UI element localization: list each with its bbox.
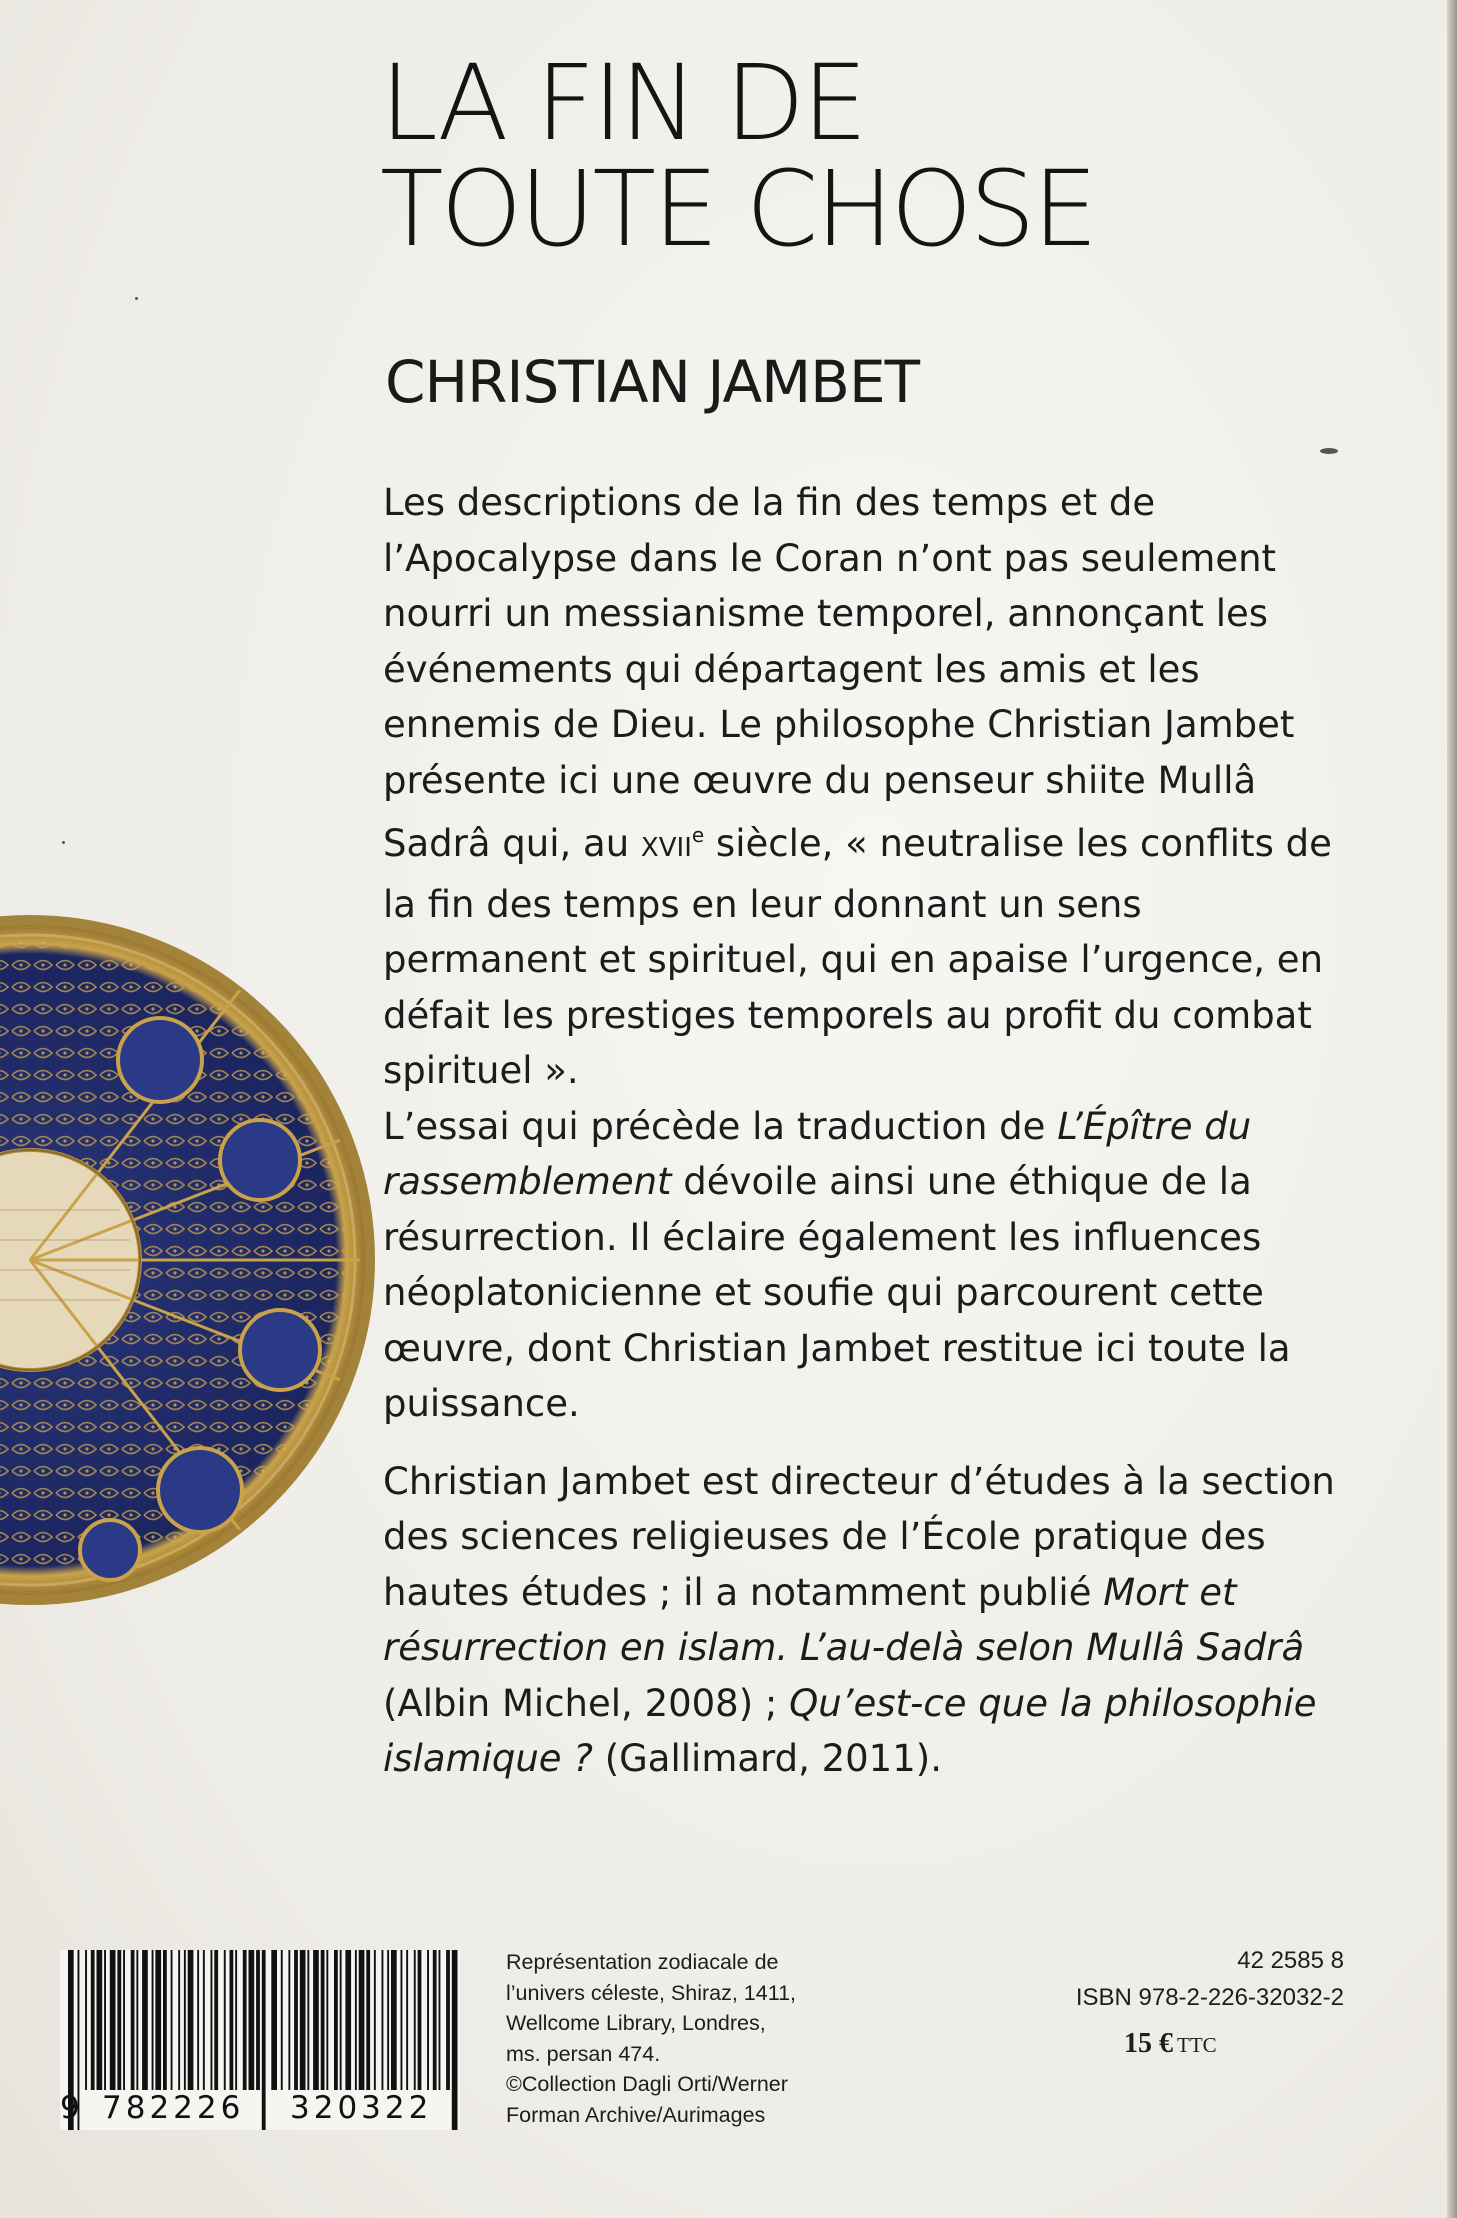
credit-line: Représentation zodiacale de	[506, 1950, 779, 1974]
barcode-bar	[155, 1950, 161, 2090]
title-line-1: LA FIN DE	[380, 42, 865, 164]
barcode-bar	[235, 1950, 237, 2090]
barcode-bar	[97, 1950, 103, 2090]
blurb-paragraph-1	[383, 475, 1343, 1099]
author-bio	[383, 1454, 1343, 1787]
barcode-bar	[123, 1950, 125, 2090]
barcode-bar	[271, 1950, 277, 2090]
barcode-bar	[391, 1950, 397, 2090]
barcode-bar	[243, 1950, 247, 2090]
bio-italic-title-1: Mort et résurrection en islam. L’au-delà selon Mullâ Sadrâ	[383, 1570, 1305, 1669]
barcode-bar	[188, 1950, 194, 2090]
barcode-bar	[294, 1950, 298, 2090]
century-numeral: XVII	[640, 833, 692, 863]
barcode-bar	[117, 1950, 121, 2090]
barcode-bar	[374, 1950, 376, 2090]
barcode-bar	[211, 1950, 213, 2090]
barcode-digits	[60, 2090, 470, 2130]
barcode-bar	[91, 1950, 95, 2090]
barcode-bar	[256, 1950, 260, 2090]
barcode-bar	[359, 1950, 365, 2090]
barcode-bar	[249, 1950, 255, 2090]
zodiac-roundel-illustration	[0, 910, 380, 1610]
credit-line: ©Collection Dagli Orti/Werner	[506, 2072, 788, 2096]
credit-line: Forman Archive/Aurimages	[506, 2102, 766, 2127]
barcode-bar	[387, 1950, 389, 2090]
barcode-bar	[104, 1950, 106, 2090]
barcode-bar	[433, 1950, 437, 2090]
barcode-bar	[446, 1950, 450, 2090]
barcode-bar	[406, 1950, 408, 2090]
barcode-bar	[163, 1950, 167, 2090]
book-title	[380, 42, 1380, 270]
barcode-bar	[214, 1950, 218, 2090]
barcode-bar	[203, 1950, 205, 2090]
barcode-bar	[288, 1950, 290, 2090]
bio-italic-title-2: Qu’est-ce que la philosophie islamique ?	[383, 1681, 1317, 1780]
paragraph-gap	[383, 1432, 1343, 1454]
credit-line: l’univers céleste, Shiraz, 1411,	[506, 1980, 796, 2005]
barcode-bar	[382, 1950, 384, 2090]
barcode-bar	[313, 1950, 319, 2090]
barcode-bar	[152, 1950, 154, 2090]
cover-edge-shadow	[1447, 0, 1457, 2218]
barcode-bar	[340, 1950, 342, 2090]
barcode-bar	[142, 1950, 148, 2090]
credit-line: Wellcome Library, Londres,	[506, 2011, 766, 2035]
paper-speck	[1320, 448, 1338, 454]
blurb-p2-text-a: L’essai qui précède la traduction de	[383, 1104, 1058, 1148]
barcode-bar	[197, 1950, 199, 2090]
barcode-bar	[136, 1950, 138, 2090]
barcode-bar	[326, 1950, 328, 2090]
barcode-bar	[171, 1950, 173, 2090]
barcode-bar	[334, 1950, 338, 2090]
credit-line: ms. persan 474.	[506, 2041, 661, 2066]
bio-text-c: (Gallimard, 2011).	[592, 1737, 942, 1780]
price-amount: 15 €	[1124, 2028, 1173, 2059]
image-credit	[506, 1947, 906, 2130]
price	[1124, 2028, 1217, 2060]
barcode-bar	[321, 1950, 325, 2090]
barcode-first-digit: 9	[60, 2090, 84, 2126]
bio-text-b: (Albin Michel, 2008) ;	[383, 1681, 790, 1725]
barcode-bar	[366, 1950, 370, 2090]
barcode-bar	[401, 1950, 403, 2090]
barcode-bar	[131, 1950, 135, 2090]
barcode-bar	[178, 1950, 180, 2090]
blurb-p1-text-b: siècle, « neutralise les conflits de la fin des temps en leur donnant un sens permanent et spirituel, qui en apaise l’urgence, en défait les prestiges temporels au profit du combat spirituel ».	[383, 822, 1332, 1092]
barcode-bar	[110, 1950, 116, 2090]
title-line-2: TOUTE CHOSE	[380, 148, 1096, 270]
barcode-bar	[427, 1950, 429, 2090]
barcode-bar	[414, 1950, 416, 2090]
barcode-bar	[85, 1950, 87, 2090]
blurb-p1-text-a: Les descriptions de la fin des temps et de l’Apocalypse dans le Coran n’ont pas seulement nourri un messianisme temporel, annonçant les événements qui départagent les amis et les ennemis de Dieu. Le philosophe Christian Jambet présente ici une œuvre du penseur shiite Mullâ Sadrâ qui, au	[383, 481, 1295, 865]
barcode-last-digits: 320322	[290, 2090, 433, 2126]
back-cover-text	[383, 475, 1343, 1787]
paper-speck	[62, 841, 65, 844]
barcode-bar	[230, 1950, 234, 2090]
century-superscript: e	[691, 823, 705, 847]
product-code: 42 2585 8	[1237, 1947, 1344, 1974]
price-suffix: TTC	[1177, 2033, 1217, 2057]
barcode-bar	[345, 1950, 351, 2090]
barcode-bar	[439, 1950, 441, 2090]
barcode-bar	[281, 1950, 283, 2090]
barcode-bar	[307, 1950, 309, 2090]
barcode-bar	[355, 1950, 357, 2090]
barcode-middle-digits: 782226	[102, 2090, 245, 2126]
blurb-paragraph-2	[383, 1099, 1343, 1432]
author-name: CHRISTIAN JAMBET	[385, 348, 920, 416]
book-title-italic: L’Épître du rassemblement	[383, 1104, 1252, 1203]
barcode-bar	[184, 1950, 186, 2090]
isbn-number: ISBN 978-2-226-32032-2	[1075, 1984, 1344, 2011]
barcode-bar	[224, 1950, 226, 2090]
barcode-bar	[300, 1950, 306, 2090]
paper-speck	[135, 297, 138, 300]
bio-text-a: Christian Jambet est directeur d’études à la section des sciences religieuses de l’École pratique des hautes études ; il a notamment publié	[383, 1459, 1335, 1614]
blurb-p2-text-b: dévoile ainsi une éthique de la résurrection. Il éclaire également les influences néoplatonicienne et soufie qui parcourent cette œuvre, dont Christian Jambet restitue ici toute la puissance.	[383, 1160, 1291, 1425]
barcode-bar	[418, 1950, 422, 2090]
